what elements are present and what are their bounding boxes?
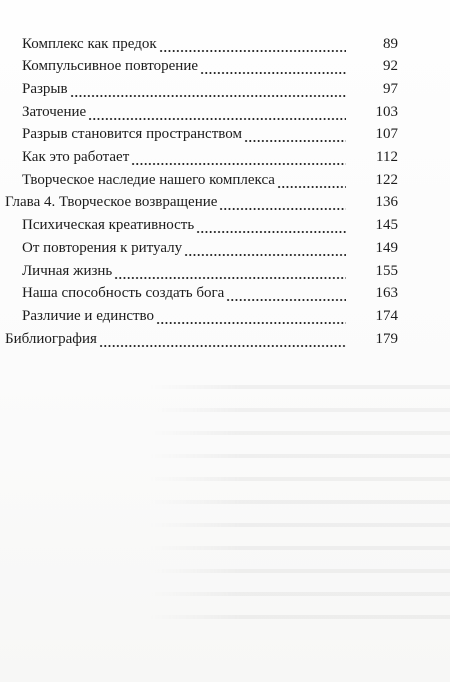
toc-entry-title: Библиография <box>5 331 97 347</box>
toc-entry-title: Глава 4. Творческое возвращение <box>5 194 218 210</box>
toc-entry-page: 92 <box>383 58 398 74</box>
toc-entry-page: 107 <box>375 126 398 142</box>
toc-entry <box>0 31 450 53</box>
toc-entry <box>0 144 450 166</box>
dot-leader <box>99 330 346 348</box>
toc-entry-page: 103 <box>375 104 398 120</box>
toc-entry-title: Разрыв <box>22 81 68 97</box>
toc-bibliography-entry <box>0 326 450 348</box>
toc-entry-title: От повторения к ритуалу <box>22 240 183 256</box>
toc-entry-title: Компульсивное повторение <box>22 58 199 74</box>
toc-entry-page: 149 <box>375 240 398 256</box>
dot-leader <box>200 57 346 75</box>
toc-entry <box>0 280 450 302</box>
toc-entry-title: Психическая креативность <box>22 217 195 233</box>
dot-leader <box>196 216 346 234</box>
toc-entry-title: Как это работает <box>22 149 130 165</box>
toc-entry <box>0 121 450 143</box>
toc-entry-page: 155 <box>375 263 398 279</box>
dot-leader <box>277 171 346 189</box>
toc-entry <box>0 167 450 189</box>
toc-entry-page: 122 <box>375 172 398 188</box>
toc-chapter-entry <box>0 189 450 211</box>
toc-entry-page: 136 <box>375 194 398 210</box>
toc-entry-page: 179 <box>375 331 398 347</box>
toc-entry-title: Комплекс как предок <box>22 36 157 52</box>
toc-entry <box>0 303 450 325</box>
toc-entry <box>0 99 450 121</box>
dot-leader <box>156 307 346 325</box>
toc-entry-page: 145 <box>375 217 398 233</box>
toc-entry-title: Различие и единство <box>22 308 155 324</box>
toc-entry <box>0 53 450 75</box>
toc-entry-title: Личная жизнь <box>22 263 113 279</box>
dot-leader <box>131 148 346 166</box>
dot-leader <box>70 80 346 98</box>
toc-entry-title: Разрыв становится пространством <box>22 126 242 142</box>
toc-entry-title: Творческое наследие нашего комплекса <box>22 172 275 188</box>
dot-leader <box>219 193 346 211</box>
dot-leader <box>159 35 346 53</box>
toc-entry-page: 112 <box>376 149 398 165</box>
dot-leader <box>226 284 346 302</box>
toc-entry-title: Наша способность создать бога <box>22 285 225 301</box>
toc-entry-page: 174 <box>375 308 398 324</box>
toc-entry <box>0 235 450 257</box>
dot-leader <box>184 239 346 257</box>
toc-entry-title: Заточение <box>22 104 87 120</box>
toc-entry <box>0 212 450 234</box>
dot-leader <box>88 103 346 121</box>
toc-entry <box>0 258 450 280</box>
toc-entry-page: 163 <box>375 285 398 301</box>
dot-leader <box>114 262 346 280</box>
dot-leader <box>244 125 346 143</box>
toc-entry <box>0 76 450 98</box>
toc-entry-page: 97 <box>383 81 398 97</box>
toc-entry-page: 89 <box>383 36 398 52</box>
